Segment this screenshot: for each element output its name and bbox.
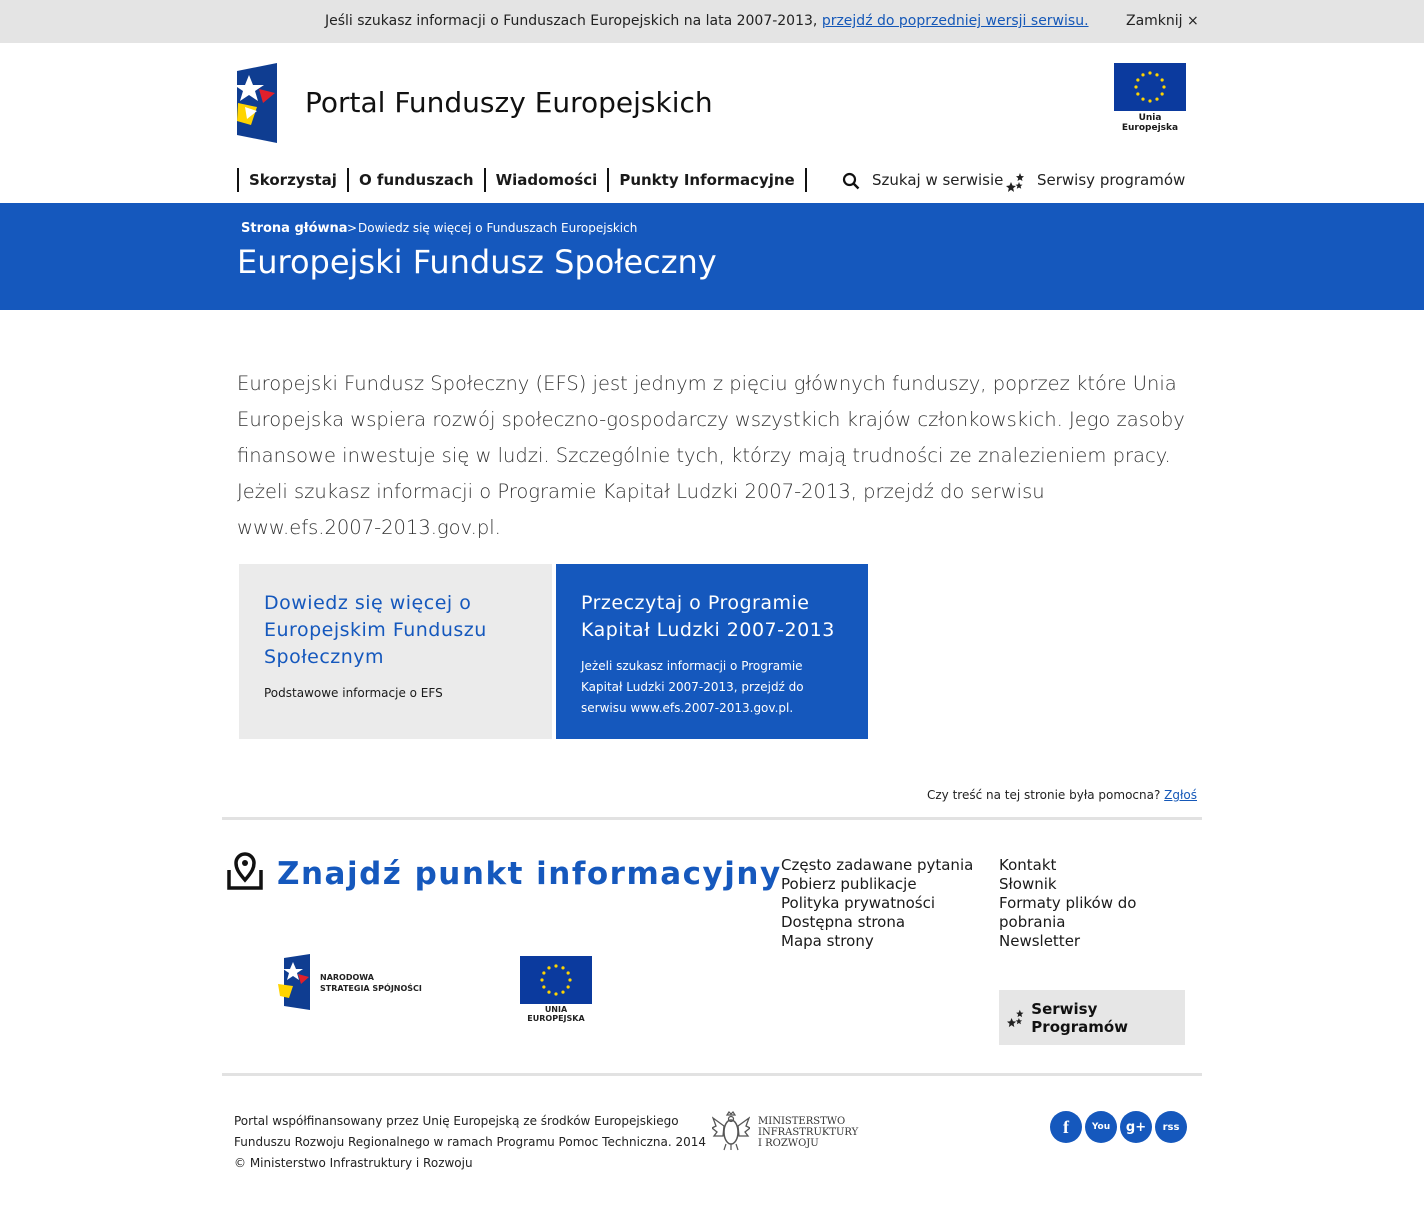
- feedback-report-link[interactable]: Zgłoś: [1164, 788, 1198, 802]
- main-nav: [237, 168, 807, 192]
- page-title: Europejski Fundusz Społeczny: [237, 243, 717, 281]
- footer-note-line2: Funduszu Rozwoju Regionalnego w ramach Programu Pomoc Techniczna. 2014: [234, 1135, 706, 1149]
- footer-links-col1: [781, 856, 973, 951]
- search-link[interactable]: Szukaj w serwisie: [872, 171, 1004, 189]
- fe-logo[interactable]: [237, 63, 277, 143]
- tile-kapital-ludzki[interactable]: [556, 564, 868, 739]
- site-title[interactable]: Portal Funduszy Europejskich: [305, 86, 713, 119]
- previous-version-link[interactable]: przejdź do poprzedniej wersji serwisu.: [821, 13, 1089, 29]
- eu-star: [567, 985, 570, 988]
- tile-title: Przeczytaj o Programie Kapitał Ludzki 2007-2013: [581, 592, 835, 641]
- notice-message: Jeśli szukasz informacji o Funduszach Europejskich na lata 2007-2013,: [325, 13, 822, 29]
- rss-glyph: rss: [1162, 1121, 1180, 1133]
- eu-star: [1162, 85, 1165, 88]
- eu-star: [542, 985, 545, 988]
- feedback-prompt: [927, 788, 1197, 802]
- map-pin-icon[interactable]: [226, 850, 264, 890]
- programs-link[interactable]: Serwisy programów: [1037, 171, 1186, 189]
- google-plus-glyph: g+: [1125, 1119, 1147, 1135]
- page-banner: [0, 203, 1424, 310]
- footer-link-sitemap[interactable]: Mapa strony: [781, 932, 874, 950]
- search-icon[interactable]: [842, 172, 860, 190]
- tile-learn-more-efs[interactable]: [239, 564, 552, 739]
- footer-link-newsletter[interactable]: Newsletter: [999, 932, 1081, 950]
- programs-button-label: Serwisy Programów: [1031, 999, 1129, 1036]
- ministry-logo-text: [758, 1116, 858, 1149]
- eagle-emblem-icon: [712, 1110, 750, 1152]
- ministry-line1: MINISTERSTWO: [758, 1116, 846, 1127]
- eu-star: [1161, 78, 1164, 81]
- ministry-line3: I ROZWOJU: [758, 1138, 819, 1149]
- eu-star: [561, 991, 564, 994]
- tile-title: Dowiedz się więcej o Europejskim Funduszu Społecznym: [264, 592, 487, 668]
- nss-logo: [278, 954, 318, 1010]
- programs-icon[interactable]: [1006, 172, 1026, 192]
- eu-logo-footer: [520, 956, 592, 1004]
- eu-star: [1155, 98, 1158, 101]
- footer-note-line3: © Ministerstwo Infrastruktury i Rozwoju: [234, 1156, 473, 1170]
- nss-line1: NARODOWA: [320, 973, 374, 982]
- notice-close-button[interactable]: Zamknij ×: [1126, 13, 1199, 29]
- eu-star: [540, 978, 543, 981]
- eu-star: [547, 966, 550, 969]
- eu-star: [1141, 73, 1144, 76]
- eu-star: [542, 971, 545, 974]
- rss-icon[interactable]: [1155, 1111, 1187, 1143]
- breadcrumb-separator: >: [347, 221, 358, 235]
- eu-star: [1148, 71, 1151, 74]
- youtube-icon[interactable]: [1085, 1111, 1117, 1143]
- footer-divider-top: [222, 817, 1202, 820]
- nav-item-wiadomosci[interactable]: Wiadomości: [484, 168, 608, 192]
- eu-star: [1136, 78, 1139, 81]
- eu-logo-caption: UNIA EUROPEJSKA: [527, 1005, 585, 1023]
- lead-paragraph: Europejski Fundusz Społeczny (EFS) jest jednym z pięciu głównych funduszy, poprzez które Unia Europejska wspiera rozwój społeczno-gospodarczy wszystkich krajów członkowskich. Jego zasoby finansowe inwestuje się w ludzi. Szczególnie tych, którzy mają trudności ze znalezieniem pracy. Jeżeli szukasz informacji o Programie Kapitał Ludzki 2007-2013, przejdź do serwisu www.efs.2007-2013.gov.pl.: [237, 372, 1185, 539]
- eu-star: [1155, 73, 1158, 76]
- eu-star: [1161, 92, 1164, 95]
- nss-line2: STRATEGIA SPÓJNOŚCI: [320, 984, 422, 993]
- notice-text: [325, 13, 1089, 29]
- eu-star: [567, 971, 570, 974]
- breadcrumb-home[interactable]: Strona główna: [241, 221, 348, 236]
- footer-link-privacy[interactable]: Polityka prywatności: [781, 894, 935, 912]
- footer-note: [234, 1111, 714, 1174]
- breadcrumb-current[interactable]: Dowiedz się więcej o Funduszach Europejskich: [358, 221, 638, 235]
- tile-description: Podstawowe informacje o EFS: [264, 686, 443, 700]
- feedback-question: Czy treść na tej stronie była pomocna?: [927, 788, 1165, 802]
- facebook-icon[interactable]: [1050, 1111, 1082, 1143]
- eu-star: [1134, 85, 1137, 88]
- eu-star: [561, 966, 564, 969]
- nav-item-punkty-informacyjne[interactable]: Punkty Informacyjne: [607, 168, 806, 192]
- find-info-point-link[interactable]: Znajdź punkt informacyjny: [277, 856, 782, 892]
- eu-star: [1148, 99, 1151, 102]
- footer-links-col2: [999, 856, 1174, 951]
- ministry-line2: INFRASTRUKTURY: [758, 1127, 859, 1138]
- footer-link-file-formats[interactable]: Formaty plików do pobrania: [999, 894, 1137, 931]
- footer-link-glossary[interactable]: Słownik: [999, 875, 1057, 893]
- nav-item-skorzystaj[interactable]: Skorzystaj: [237, 168, 347, 192]
- facebook-glyph: f: [1063, 1116, 1069, 1137]
- notice-bar: [0, 0, 1424, 43]
- eu-star: [554, 992, 557, 995]
- tile-description: Jeżeli szukasz informacji o Programie Kapitał Ludzki 2007-2013, przejdź do serwisu www.efs.2007-2013.gov.pl.: [581, 659, 804, 715]
- eu-star: [1141, 98, 1144, 101]
- footer-link-contact[interactable]: Kontakt: [999, 856, 1057, 874]
- eu-star: [554, 964, 557, 967]
- eu-star: [568, 978, 571, 981]
- footer-divider-bottom: [222, 1073, 1202, 1076]
- nav-item-o-funduszach[interactable]: O funduszach: [347, 168, 484, 192]
- programs-button[interactable]: [999, 990, 1185, 1045]
- google-plus-icon[interactable]: [1120, 1111, 1152, 1143]
- youtube-glyph: You: [1091, 1122, 1111, 1132]
- footer-link-accessibility[interactable]: Dostępna strona: [781, 913, 906, 931]
- footer-link-faq[interactable]: Często zadawane pytania: [781, 856, 974, 874]
- eu-star: [1136, 92, 1139, 95]
- eu-flag-caption: Unia Europejska: [1121, 113, 1179, 133]
- footer-link-publications[interactable]: Pobierz publikacje: [781, 875, 917, 893]
- nss-logo-text: [320, 972, 422, 994]
- eu-star: [547, 991, 550, 994]
- programs-icon: [1007, 1008, 1025, 1028]
- footer-note-line1: Portal współfinansowany przez Unię Europejską ze środków Europejskiego: [234, 1114, 679, 1128]
